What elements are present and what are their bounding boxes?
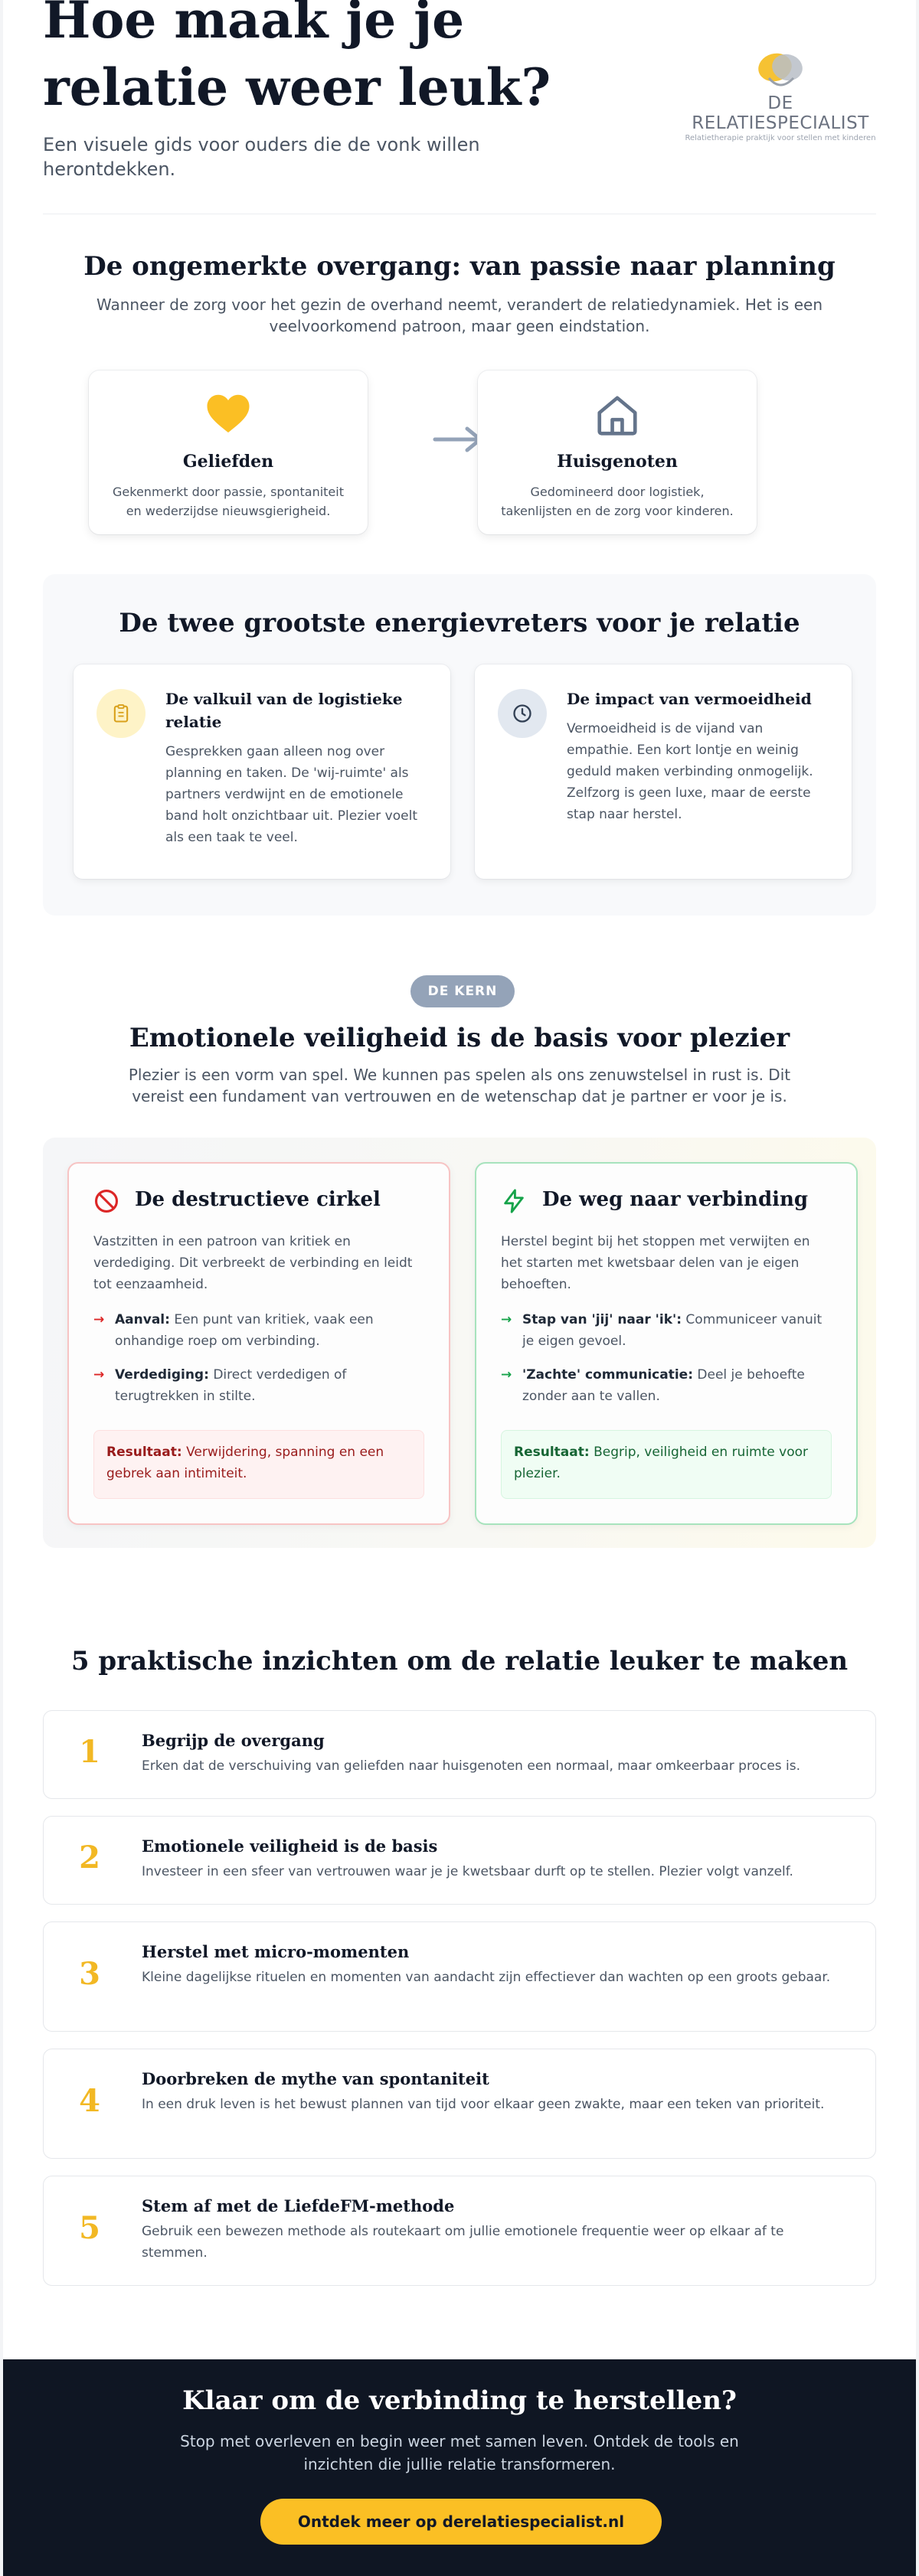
insight-text: Kleine dagelijkse rituelen en momenten van aandacht zijn effectiever dan wachten op een groots gebaar. xyxy=(142,1970,831,1985)
insight-item xyxy=(43,2049,876,2159)
logo-mark-icon xyxy=(746,47,815,93)
list-item xyxy=(93,1364,424,1407)
card-text: Gedomineerd door logistiek, takenlijsten en de zorg voor kinderen. xyxy=(501,485,734,518)
energy-section xyxy=(43,574,876,916)
card-title: Huisgenoten xyxy=(557,452,678,472)
page xyxy=(3,0,916,2576)
kcard-text: Herstel begint bij het stoppen met verwijten en het starten met kwetsbaar delen van je eigen behoeften. xyxy=(501,1234,810,1292)
clipboard-icon xyxy=(96,689,146,738)
point-text: Communiceer vanuit je eigen gevoel. xyxy=(522,1312,823,1349)
insight-number: 5 xyxy=(79,2210,100,2246)
point-label: Verdediging: xyxy=(115,1367,209,1383)
lightning-icon xyxy=(501,1188,527,1217)
point-label: Stap van 'jij' naar 'ik': xyxy=(522,1312,682,1327)
logo[interactable] xyxy=(685,47,876,142)
energy-card-text: Vermoeidheid is de vijand van empathie. Een kort lontje en weinig geduld maken verbinding onmogelijk. Zelfzorg is geen luxe, maar de eerste stap naar herstel. xyxy=(567,721,813,822)
heart-icon xyxy=(89,392,368,435)
clock-icon xyxy=(498,689,547,738)
insight-title: Begrijp de overgang xyxy=(142,1731,325,1750)
card-huisgenoten xyxy=(478,371,757,534)
insight-number: 3 xyxy=(79,1956,100,1992)
insight-number: 4 xyxy=(79,2083,100,2119)
insight-number: 2 xyxy=(79,1840,100,1876)
insight-item xyxy=(43,1816,876,1905)
point-text: Deel je behoefte zonder aan te vallen. xyxy=(522,1367,805,1404)
energy-title: De twee grootste energievreters voor je relatie xyxy=(119,608,800,638)
arrow-right-icon: → xyxy=(501,1367,512,1383)
result-label: Resultaat: xyxy=(106,1445,182,1460)
insight-text: Erken dat de verschuiving van geliefden naar huisgenoten een normaal, maar omkeerbaar proces is. xyxy=(142,1758,801,1774)
insight-item xyxy=(43,1921,876,2032)
energy-card-fatigue xyxy=(475,664,852,879)
insight-item xyxy=(43,2176,876,2286)
page-title: Hoe maak je je relatie weer leuk? xyxy=(43,0,551,117)
list-item xyxy=(501,1309,832,1352)
card-geliefden xyxy=(89,371,368,534)
energy-card-title: De impact van vermoeidheid xyxy=(567,690,812,708)
result-text: Begrip, veiligheid en ruimte voor plezier. xyxy=(514,1445,808,1481)
list-item xyxy=(501,1364,832,1407)
energy-card-logistics xyxy=(74,664,450,879)
kcard-text: Vastzitten in een patroon van kritiek en verdediging. Dit verbreekt de verbinding en leidt tot eenzaamheid. xyxy=(93,1234,413,1292)
cta-button[interactable]: Ontdek meer op derelatiespecialist.nl xyxy=(260,2499,662,2545)
connection-card xyxy=(475,1162,858,1525)
point-text: Een punt van kritiek, vaak een onhandige roep om verbinding. xyxy=(115,1312,374,1349)
transition-text: Wanneer de zorg voor het gezin de overhand neemt, verandert de relatiedynamiek. Het is een veelvoorkomend patroon, maar geen eindstation. xyxy=(96,295,823,335)
logo-name: DE RELATIESPECIALIST xyxy=(692,93,869,133)
logo-tagline: Relatietherapie praktijk voor stellen met kinderen xyxy=(685,134,876,142)
footer-cta-section xyxy=(3,2359,916,2576)
insight-text: Gebruik een bewezen methode als routekaart om jullie emotionele frequentie weer op elkaar af te stemmen. xyxy=(142,2224,784,2261)
kcard-title: De destructieve cirkel xyxy=(135,1188,381,1211)
insight-title: Herstel met micro-momenten xyxy=(142,1942,410,1961)
point-label: Aanval: xyxy=(115,1312,170,1327)
insights-title: 5 praktische inzichten om de relatie leuker te maken xyxy=(70,1646,849,1677)
kern-title: Emotionele veiligheid is de basis voor plezier xyxy=(129,1023,790,1053)
page-subtitle: Een visuele gids voor ouders die de vonk willen herontdekken. xyxy=(43,134,480,180)
list-item xyxy=(93,1309,424,1352)
house-icon xyxy=(478,392,757,439)
energy-card-text: Gesprekken gaan alleen nog over planning en taken. De 'wij-ruimte' als partners verdwijnt en de emotionele band holt onzichtbaar uit. Plezier voelt als een taak te veel. xyxy=(165,744,417,845)
footer-title: Klaar om de verbinding te herstellen? xyxy=(182,2385,737,2416)
result-text: Verwijdering, spanning en een gebrek aan intimiteit. xyxy=(106,1445,384,1481)
insight-title: Stem af met de LiefdeFM-methode xyxy=(142,2196,455,2215)
kern-section xyxy=(3,916,916,1551)
kern-badge: DE KERN xyxy=(410,975,515,1007)
result-box xyxy=(501,1430,832,1499)
arrow-right-icon: → xyxy=(501,1312,512,1327)
transition-title: De ongemerkte overgang: van passie naar planning xyxy=(83,251,836,282)
insight-number: 1 xyxy=(79,1734,100,1770)
point-label: 'Zachte' communicatie: xyxy=(522,1367,694,1383)
kern-comparison xyxy=(43,1138,876,1548)
insight-text: In een druk leven is het bewust plannen van tijd voor elkaar geen zwakte, maar een teken van prioriteit. xyxy=(142,2097,825,2112)
energy-card-title: De valkuil van de logistieke relatie xyxy=(165,690,403,731)
result-label: Resultaat: xyxy=(514,1445,590,1460)
no-entry-icon xyxy=(93,1188,119,1217)
insight-title: Doorbreken de mythe van spontaniteit xyxy=(142,2069,489,2088)
footer-text: Stop met overleven en begin weer met samen leven. Ontdek de tools en inzichten die jullie relatie transformeren. xyxy=(180,2432,739,2473)
insight-item xyxy=(43,1710,876,1799)
kern-text: Plezier is een vorm van spel. We kunnen pas spelen als ons zenuwstelsel in rust is. Dit vereist een fundament van vertrouwen en de wetenschap dat je partner er voor je is. xyxy=(128,1066,791,1105)
point-text: Direct verdedigen of terugtrekken in stilte. xyxy=(115,1367,347,1404)
result-box xyxy=(93,1430,424,1499)
transition-section xyxy=(3,214,916,574)
insight-text: Investeer in een sfeer van vertrouwen waar je je kwetsbaar durft op te stellen. Plezier volgt vanzelf. xyxy=(142,1864,793,1879)
arrow-right-icon: → xyxy=(93,1367,105,1383)
insight-title: Emotionele veiligheid is de basis xyxy=(142,1837,438,1856)
header xyxy=(43,0,876,214)
arrow-right-icon: → xyxy=(93,1312,105,1327)
card-text: Gekenmerkt door passie, spontaniteit en wederzijdse nieuwsgierigheid. xyxy=(113,485,344,518)
card-title: Geliefden xyxy=(182,452,274,472)
destructive-circle-card xyxy=(67,1162,450,1525)
kcard-title: De weg naar verbinding xyxy=(542,1188,809,1211)
